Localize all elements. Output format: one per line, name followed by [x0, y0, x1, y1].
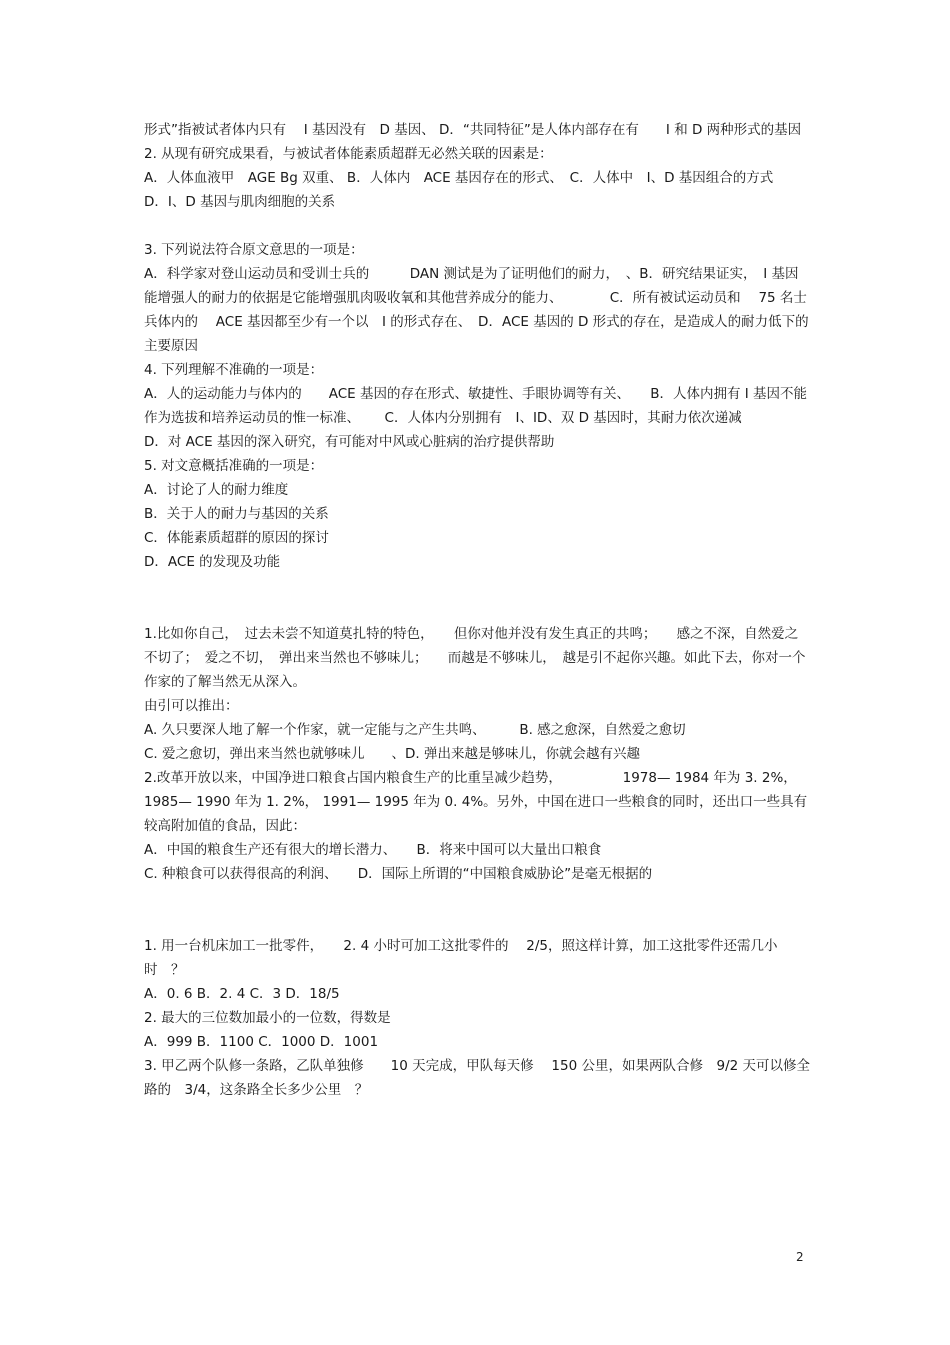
page-content: [144, 118, 810, 1102]
page-number: 2: [796, 1250, 804, 1264]
reasoning-question-1: 1.比如你自己， 过去未尝不知道莫扎特的特色， 但你对他并没有发生真正的共鸣； 感之不深，自然爱之不切了； 爱之不切， 弹出来当然也不够味儿； 而越是不够味儿， 越是引不起你兴趣。如此下去，你对一个作家的了解当然无从深入。: [144, 626, 806, 690]
question-5-option-c: C．体能素质超群的原因的探讨: [144, 530, 329, 546]
question-3-options: A．科学家对登山运动员和受训士兵的 DAN 测试是为了证明他们的耐力， 、B．研究结果证实， I 基因能增强人的耐力的依据是它能增强肌肉吸收氧和其他营养成分的能力、 C．所有被试运动员和 75 名士兵体内的 ACE 基因都至少有一个以 I 的形式存在、 D．ACE 基因的 D 形式的存在，是造成人的耐力低下的主要原因: [144, 266, 809, 354]
question-2-options-abc: A．人体血液甲 AGE Bg 双重、 B．人体内 ACE 基因存在的形式、 C．人体中 I、D 基因组合的方式: [144, 170, 774, 186]
question-2-option-d: D．I、D 基因与肌肉细胞的关系: [144, 194, 336, 210]
math-question-1: 1. 用一台机床加工一批零件， 2. 4 小时可加工这批零件的 2/5，照这样计算，加工这批零件还需几小时 ？: [144, 938, 778, 978]
spacer: [144, 574, 810, 622]
question-5-option-d: D．ACE 的发现及功能: [144, 554, 281, 570]
math-question-2: 2. 最大的三位数加最小的一位数，得数是: [144, 1010, 391, 1026]
reasoning-question-2-options-ab: A．中国的粮食生产还有很大的增长潜力、 B．将来中国可以大量出口粮食: [144, 842, 602, 858]
question-4-option-d: D．对 ACE 基因的深入研究，有可能对中风或心脏病的治疗提供帮助: [144, 434, 555, 450]
math-question-3: 3. 甲乙两个队修一条路，乙队单独修 10 天完成，甲队每天修 150 公里，如果两队合修 9/2 天可以修全路的 3/4，这条路全长多少公里 ？: [144, 1058, 811, 1098]
question-3: 3. 下列说法符合原文意思的一项是：: [144, 242, 364, 258]
question-5-option-a: A．讨论了人的耐力维度: [144, 482, 289, 498]
paragraph: 形式”指被试者体内只有 I 基因没有 D 基因、 D．“共同特征”是人体内部存在有 I 和 D 两种形式的基因: [144, 122, 802, 138]
reasoning-question-2: 2.改革开放以来，中国净进口粮食占国内粮食生产的比重呈减少趋势， 1978— 1984 年为 3. 2%， 1985— 1990 年为 1. 2%， 1991— 1995 年为 0. 4%。另外，中国在进口一些粮食的同时，还出口一些具有较高附加值的食品，因此：: [144, 770, 808, 834]
math-question-2-options: A．999 B．1100 C．1000 D．1001: [144, 1034, 379, 1050]
reasoning-question-1-options-ab: A. 久只要深人地了解一个作家，就一定能与之产生共鸣、 B. 感之愈深，自然爱之愈切: [144, 722, 686, 738]
question-5-option-b: B．关于人的耐力与基因的关系: [144, 506, 329, 522]
reasoning-question-2-options-cd: C. 种粮食可以获得很高的利润、 D．国际上所谓的“中国粮食威胁论”是毫无根据的: [144, 866, 653, 882]
reasoning-question-1-prompt: 由引可以推出：: [144, 698, 239, 714]
question-4: 4. 下列理解不准确的一项是：: [144, 362, 324, 378]
question-5: 5. 对文意概括准确的一项是：: [144, 458, 324, 474]
question-4-options-abc: A．人的运动能力与体内的 ACE 基因的存在形式、敏捷性、手眼协调等有关、 B．人体内拥有 I 基因不能作为选拔和培养运动员的惟一标准、 C．人体内分别拥有 I、ID、双 D 基因时，其耐力依次递减: [144, 386, 808, 426]
spacer: [144, 886, 810, 934]
reasoning-question-1-options-cd: C. 爱之愈切，弹出来当然也就够味儿 、D. 弹出来越是够味儿，你就会越有兴趣: [144, 746, 640, 762]
spacer: [144, 214, 810, 238]
question-2: 2. 从现有研究成果看，与被试者体能素质超群无必然关联的因素是：: [144, 146, 553, 162]
math-question-1-options: A．0. 6 B．2. 4 C．3 D．18/5: [144, 986, 340, 1002]
